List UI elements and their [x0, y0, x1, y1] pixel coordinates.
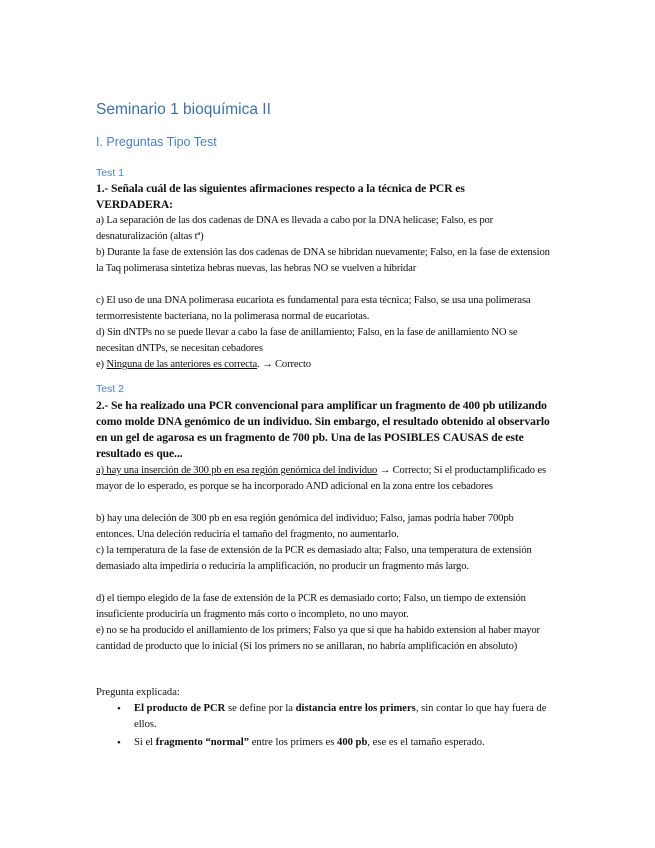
question-1-option-c: c) El uso de una DNA polimerasa eucariota es fundamental para esta técnica; Falso, se usa una polimerasa termorresistente bacteriana, no la polimerasa normal de eucariotas.	[96, 295, 531, 322]
question-1-option-d: d) Sin dNTPs no se puede llevar a cabo la fase de anillamiento; Falso, en la fase de anillamiento NO se necesitan dNTPs, se necesitan cebadores	[96, 327, 518, 354]
text: , sin contar lo que hay fuera de ellos.	[134, 703, 547, 730]
bold-text: 400 pb	[337, 737, 368, 748]
question-2-option-a	[96, 463, 554, 495]
option-e-answer: Ninguna de las anteriores es correcta	[106, 359, 258, 370]
text: , ese es el tamaño esperado.	[367, 737, 485, 748]
explanation-list	[96, 701, 558, 753]
list-item	[96, 701, 558, 733]
option-a-suffix: → Correcto; Si el productamplificado es mayor de lo esperado, es porque se ha incorporado AND adicional en la zona entre los cebadores	[96, 465, 546, 492]
list-item	[96, 735, 558, 751]
question-1-option-b: b) Durante la fase de extensión las dos cadenas de DNA se hibridan nuevamente; Falso, en la fase de extension la Taq polimerasa sintetiza hebras nuevas, las hebras NO se vuelven a hibridar	[96, 247, 550, 274]
page-title: Seminario 1 bioquímica II	[96, 101, 271, 118]
test-2-label: Test 2	[96, 383, 125, 395]
bold-text: El producto de PCR	[134, 703, 226, 714]
question-2-option-d: d) el tiempo elegido de la fase de extensión de la PCR es demasiado corto; Falso, un tiempo de extensión insuficiente produciría un fragmento más corto o incompleto, no uno mayor.	[96, 593, 526, 620]
section-heading: I. Preguntas Tipo Test	[96, 135, 217, 149]
question-1-line-1: 1.- Señala cuál de las siguientes afirmaciones respecto a la técnica de PCR es	[96, 182, 465, 195]
bold-text: distancia entre los primers	[295, 703, 416, 714]
explanation-title: Pregunta explicada:	[96, 687, 180, 698]
option-a-answer: a) hay una inserción de 300 pb en esa región genómica del individuo	[96, 465, 378, 476]
question-1-option-e	[96, 357, 554, 373]
bullet-icon: •	[117, 703, 121, 715]
question-2-option-e: e) no se ha producido el anillamiento de los primers; Falso ya que si que ha habido extension al haber mayor cantidad de producto que lo inicial (Si los primers no se anillaran, no habría amplificación en absoluto)	[96, 625, 540, 652]
bullet-icon: •	[117, 737, 121, 749]
option-e-prefix: e)	[96, 359, 107, 370]
question-2-option-c: c) la temperatura de la fase de extensión de la PCR es demasiado alta; Falso, una temperatura de extensión demasiado alta impediría o reduciría la amplificación, no producir un fragmento más largo.	[96, 545, 532, 572]
text: Si el	[134, 737, 156, 748]
question-2-option-b: b) hay una deleción de 300 pb en esa región genómica del individuo; Falso, jamas podría haber 700pb entonces. Una deleción reduciría el tamaño del fragmento, no aumentarlo.	[96, 513, 514, 540]
question-2: 2.- Se ha realizado una PCR convencional para amplificar un fragmento de 400 pb utilizando como molde DNA genómico de un individuo. Sin embargo, el resultado obtenido al observarlo en un gel de agarosa es un fragmento de 700 pb. Una de las POSIBLES CAUSAS de este resultado es que...	[96, 399, 550, 460]
question-1-line-2: VERDADERA:	[96, 198, 173, 211]
test-1-label: Test 1	[96, 167, 125, 179]
option-e-suffix: . → Correcto	[257, 359, 311, 370]
text: entre los primers es	[249, 737, 338, 748]
bold-text: fragmento “normal”	[155, 737, 250, 748]
question-1	[96, 181, 550, 213]
question-1-option-a: a) La separación de las dos cadenas de DNA es llevada a cabo por la DNA helicase; Falso, es por desnaturalización (altas tª)	[96, 215, 493, 242]
text: se define por la	[225, 703, 296, 714]
